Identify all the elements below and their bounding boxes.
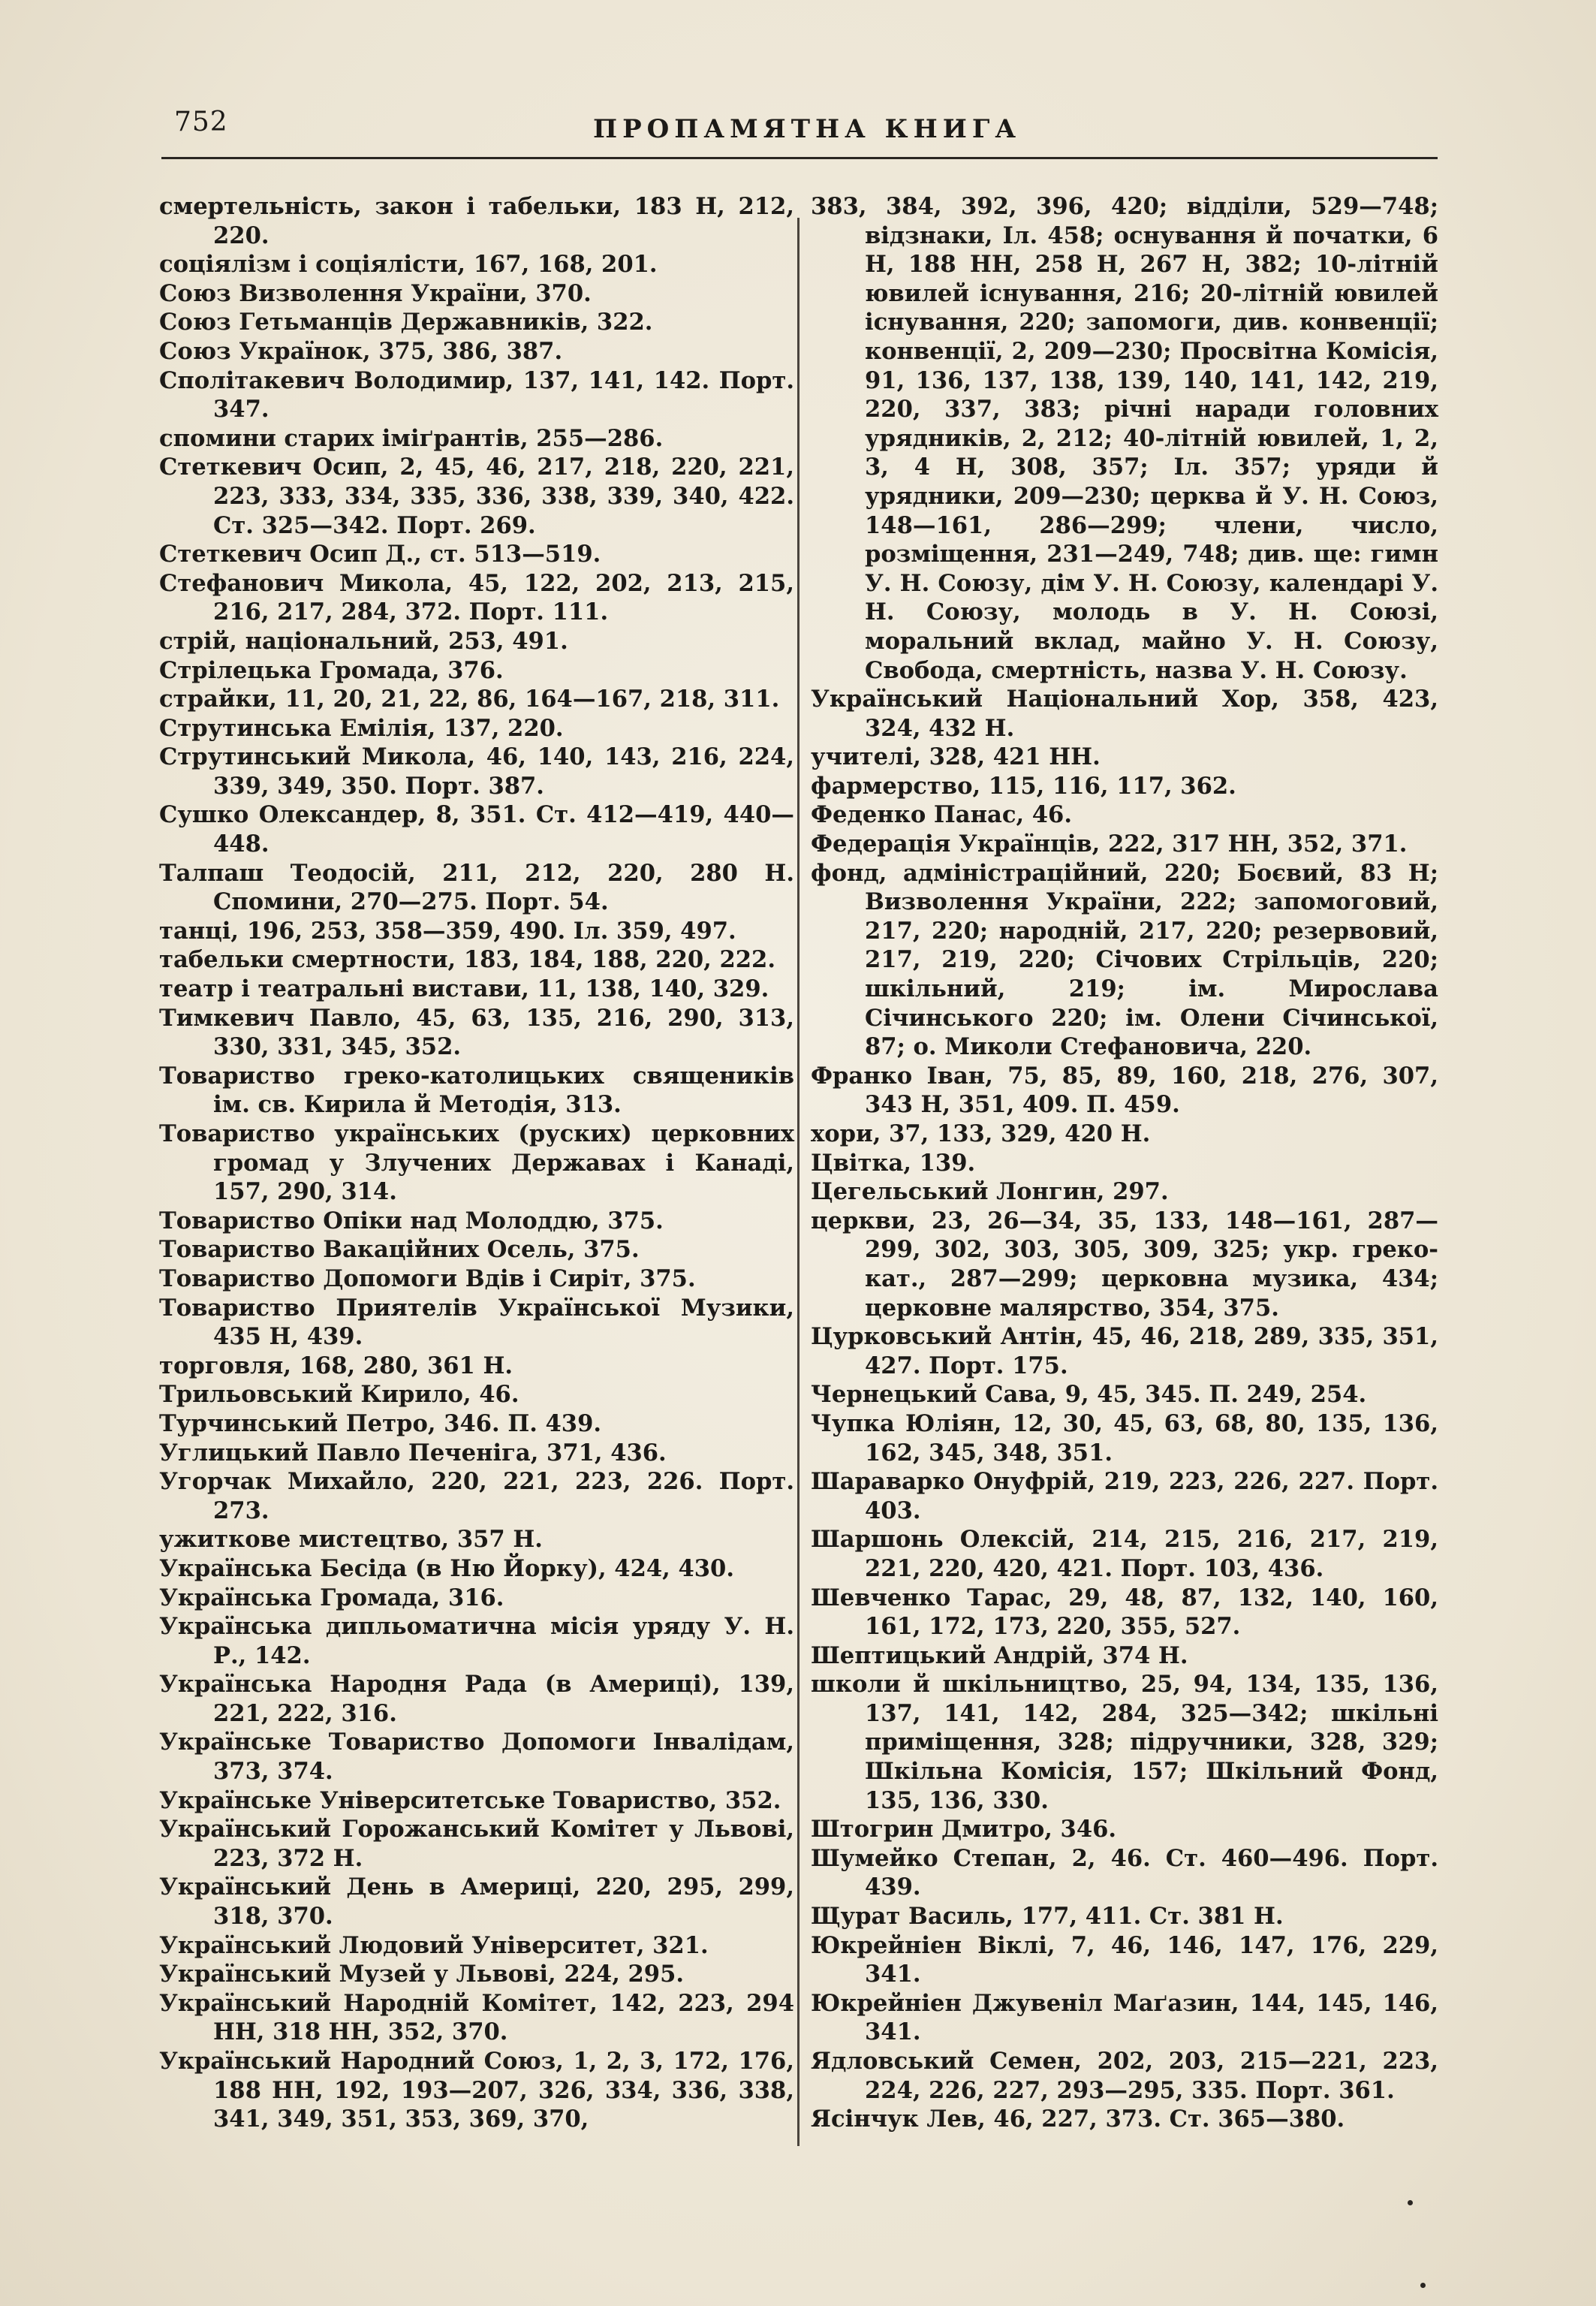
running-title: ПРОПАМЯТНА КНИГА [593,114,1022,144]
index-entry: Український Народний Союз, 1, 2, 3, 172, 176, 188 НН, 192, 193—207, 326, 334, 336, 338, 341, 349, 351, 353, 369, 370, [159,2048,794,2133]
index-column-left [159,192,794,2134]
index-column-right [811,192,1438,2134]
index-entry: Чернецький Сава, 9, 45, 345. П. 249, 254. [811,1381,1367,1409]
index-entry: спомини старих іміґрантів, 255—286. [159,424,664,452]
index-entry: Шаршонь Олексій, 214, 215, 216, 217, 219, 221, 220, 420, 421. Порт. 103, 436. [811,1526,1438,1582]
index-entry: Чупка Юліян, 12, 30, 45, 63, 68, 80, 135, 136, 162, 345, 348, 351. [811,1409,1438,1466]
index-entry: театр і театральні вистави, 11, 138, 140, 329. [159,975,769,1003]
page-speck [1408,2200,1413,2205]
index-entry: Штогрин Дмитро, 346. [811,1816,1117,1843]
index-entry: Ясінчук Лев, 46, 227, 373. Ст. 365—380. [811,2106,1345,2133]
index-entry: Українська Бесіда (в Ню Йорку), 424, 430. [159,1554,734,1582]
index-entry: Струтинський Микола, 46, 140, 143, 216, 224, 339, 349, 350. Порт. 387. [159,743,794,800]
page-speck [1420,2283,1426,2288]
index-entry: фонд, адміністраційний, 220; Боєвий, 83 Н; Визволення України, 222; запомоговий, 217, 220; народній, 217, 220; резервовий, 217, 219, 220; Січових Стрільців, 220; шкільний, 219; ім. Мирослава Січинського 220; ім. Олени Січинської, 87; о. Миколи Стефановича, 220. [811,859,1438,1061]
index-entry: Углицький Павло Печеніга, 371, 436. [159,1439,667,1466]
index-entry: табельки смертности, 183, 184, 188, 220, 222. [159,946,775,974]
index-entry: Товариство греко-католицьких священиків ім. св. Кирила й Методія, 313. [159,1062,794,1119]
index-entry: Талпаш Теодосій, 211, 212, 220, 280 Н. Спомини, 270—275. Порт. 54. [159,859,794,916]
index-entry: страйки, 11, 20, 21, 22, 86, 164—167, 218, 311. [159,686,780,713]
index-entry: Товариство Приятелів Української Музики, 435 Н, 439. [159,1294,794,1351]
index-entry: Сполітакевич Володимир, 137, 141, 142. Порт. 347. [159,366,794,424]
index-entry: Союз Гетьманців Державників, 322. [159,309,653,336]
index-entry: Феденко Панас, 46. [811,801,1072,829]
index-entry: Юкрейніен Віклі, 7, 46, 146, 147, 176, 229, 341. [811,1931,1438,1988]
index-entry: Українське Товариство Допомоги Інвалідам, 373, 374. [159,1729,794,1786]
index-entry: Товариство Допомоги Вдів і Сиріт, 375. [159,1265,696,1292]
index-entry: Союз Визволення України, 370. [159,279,592,307]
index-entry: Український Горожанський Комітет у Львові, 223, 372 Н. [159,1816,794,1872]
index-entry: Цегельський Лонгин, 297. [811,1178,1169,1206]
index-entry: Трильовський Кирило, 46. [159,1381,519,1409]
index-entry: хори, 37, 133, 329, 420 Н. [811,1120,1151,1147]
index-entry: Товариство Опіки над Молоддю, 375. [159,1207,664,1234]
index-entry: Щурат Василь, 177, 411. Ст. 381 Н. [811,1903,1284,1931]
index-entry: Стефанович Микола, 45, 122, 202, 213, 215, 216, 217, 284, 372. Порт. 111. [159,569,794,626]
index-entry: Товариство Вакаційних Осель, 375. [159,1236,640,1264]
index-entry: Стрілецька Громада, 376. [159,656,504,684]
index-entry: церкви, 23, 26—34, 35, 133, 148—161, 287—299, 302, 303, 305, 309, 325; укр. греко-кат., 287—299; церковна музика, 434; церковне малярство, 354, 375. [811,1207,1438,1322]
index-entry: Український Людовий Університет, 321. [159,1931,709,1959]
index-entry: Союз Українок, 375, 386, 387. [159,337,563,365]
index-entry: Сушко Олександер, 8, 351. Ст. 412—419, 440—448. [159,801,794,858]
index-entry: Український Музей у Львові, 224, 295. [159,1961,685,1988]
index-entry: Тимкевич Павло, 45, 63, 135, 216, 290, 313, 330, 331, 345, 352. [159,1004,794,1061]
index-entry: Українська Народня Рада (в Америці), 139, 221, 222, 316. [159,1671,794,1727]
index-entry: Ядловський Семен, 202, 203, 215—221, 223, 224, 226, 227, 293—295, 335. Порт. 361. [811,2048,1438,2104]
index-entry: торговля, 168, 280, 361 Н. [159,1352,513,1379]
page-number: 752 [174,107,228,137]
header-rule [161,157,1438,159]
index-entry: Шептицький Андрій, 374 Н. [811,1641,1188,1669]
index-entry: Українська Громада, 316. [159,1584,504,1611]
index-entry: Українська дипльоматична місія уряду У. Н. Р., 142. [159,1613,794,1669]
index-entry: Шумейко Степан, 2, 46. Ст. 460—496. Порт. 439. [811,1844,1438,1901]
index-entry: соціялізм і соціялісти, 167, 168, 201. [159,251,658,279]
index-entry: Товариство українських (руских) церковних громад у Злучених Державах і Канаді, 157, 290, 314. [159,1120,794,1206]
index-entry: Турчинський Петро, 346. П. 439. [159,1409,602,1437]
index-entry: Юкрейніен Джувеніл Маґазин, 144, 145, 146, 341. [811,1989,1438,2046]
index-entry: Стеткевич Осип, 2, 45, 46, 217, 218, 220, 221, 223, 333, 334, 335, 336, 338, 339, 340, 422. Ст. 325—342. Порт. 269. [159,454,794,539]
index-entry: Федерація Українців, 222, 317 НН, 352, 371. [811,830,1408,858]
index-entry: Шараварко Онуфрій, 219, 223, 226, 227. Порт. 403. [811,1468,1438,1524]
index-entry: Український День в Америці, 220, 295, 299, 318, 370. [159,1873,794,1931]
index-entry: фармерство, 115, 116, 117, 362. [811,772,1236,800]
index-entry: Українське Університетське Товариство, 352. [159,1786,781,1814]
index-entry: Український Національний Хор, 358, 423, 324, 432 Н. [811,686,1438,742]
index-entry: Стеткевич Осип Д., ст. 513—519. [159,541,601,568]
index-entry: Український Народній Комітет, 142, 223, 294 НН, 318 НН, 352, 370. [159,1989,794,2046]
index-entry: ужиткове мистецтво, 357 Н. [159,1526,543,1554]
column-divider [797,218,800,2146]
index-entry: 383, 384, 392, 396, 420; відділи, 529—748; відзнаки, Іл. 458; оснування й початки, 6 Н, 188 НН, 258 Н, 267 Н, 382; 10-літній ювилей існування, 216; 20-літній ювилей існування, 220; запомоги, див. конвенції; конвенції, 2, 209—230; Просвітна Комісія, 91, 136, 137, 138, 139, 140, 141, 142, 219, 220, 337, 383; річні наради головних урядників, 2, 212; 40-літній ювилей, 1, 2, 3, 4 Н, 308, 357; Іл. 357; уряди й урядники, 209—230; церква й У. Н. Союз, 148—161, 286—299; члени, число, розміщення, 231—249, 748; див. ще: гимн У. Н. Союзу, дім У. Н. Союзу, календарі У. Н. Союзу, молодь в У. Н. Союзі, моральний вклад, майно У. Н. Союзу, Свобода, смертність, назва У. Н. Союзу. [811,193,1438,684]
index-entry: Струтинська Емілія, 137, 220. [159,714,564,742]
index-entry: смертельність, закон і табельки, 183 Н, 212, 220. [159,193,794,249]
index-entry: школи й шкільництво, 25, 94, 134, 135, 136, 137, 141, 142, 284, 325—342; шкільні приміщення, 328; підручники, 328, 329; Шкільна Комісія, 157; Шкільний Фонд, 135, 136, 330. [811,1671,1438,1814]
index-entry: Франко Іван, 75, 85, 89, 160, 218, 276, 307, 343 Н, 351, 409. П. 459. [811,1062,1438,1119]
index-entry: Цвітка, 139. [811,1149,976,1177]
index-entry: стрій, національний, 253, 491. [159,627,568,655]
index-entry: Угорчак Михайло, 220, 221, 223, 226. Порт. 273. [159,1468,794,1524]
index-entry: учителі, 328, 421 НН. [811,743,1101,771]
index-entry: Цурковський Антін, 45, 46, 218, 289, 335, 351, 427. Порт. 175. [811,1323,1438,1379]
index-entry: танці, 196, 253, 358—359, 490. Іл. 359, 497. [159,917,736,945]
index-entry: Шевченко Тарас, 29, 48, 87, 132, 140, 160, 161, 172, 173, 220, 355, 527. [811,1584,1438,1641]
